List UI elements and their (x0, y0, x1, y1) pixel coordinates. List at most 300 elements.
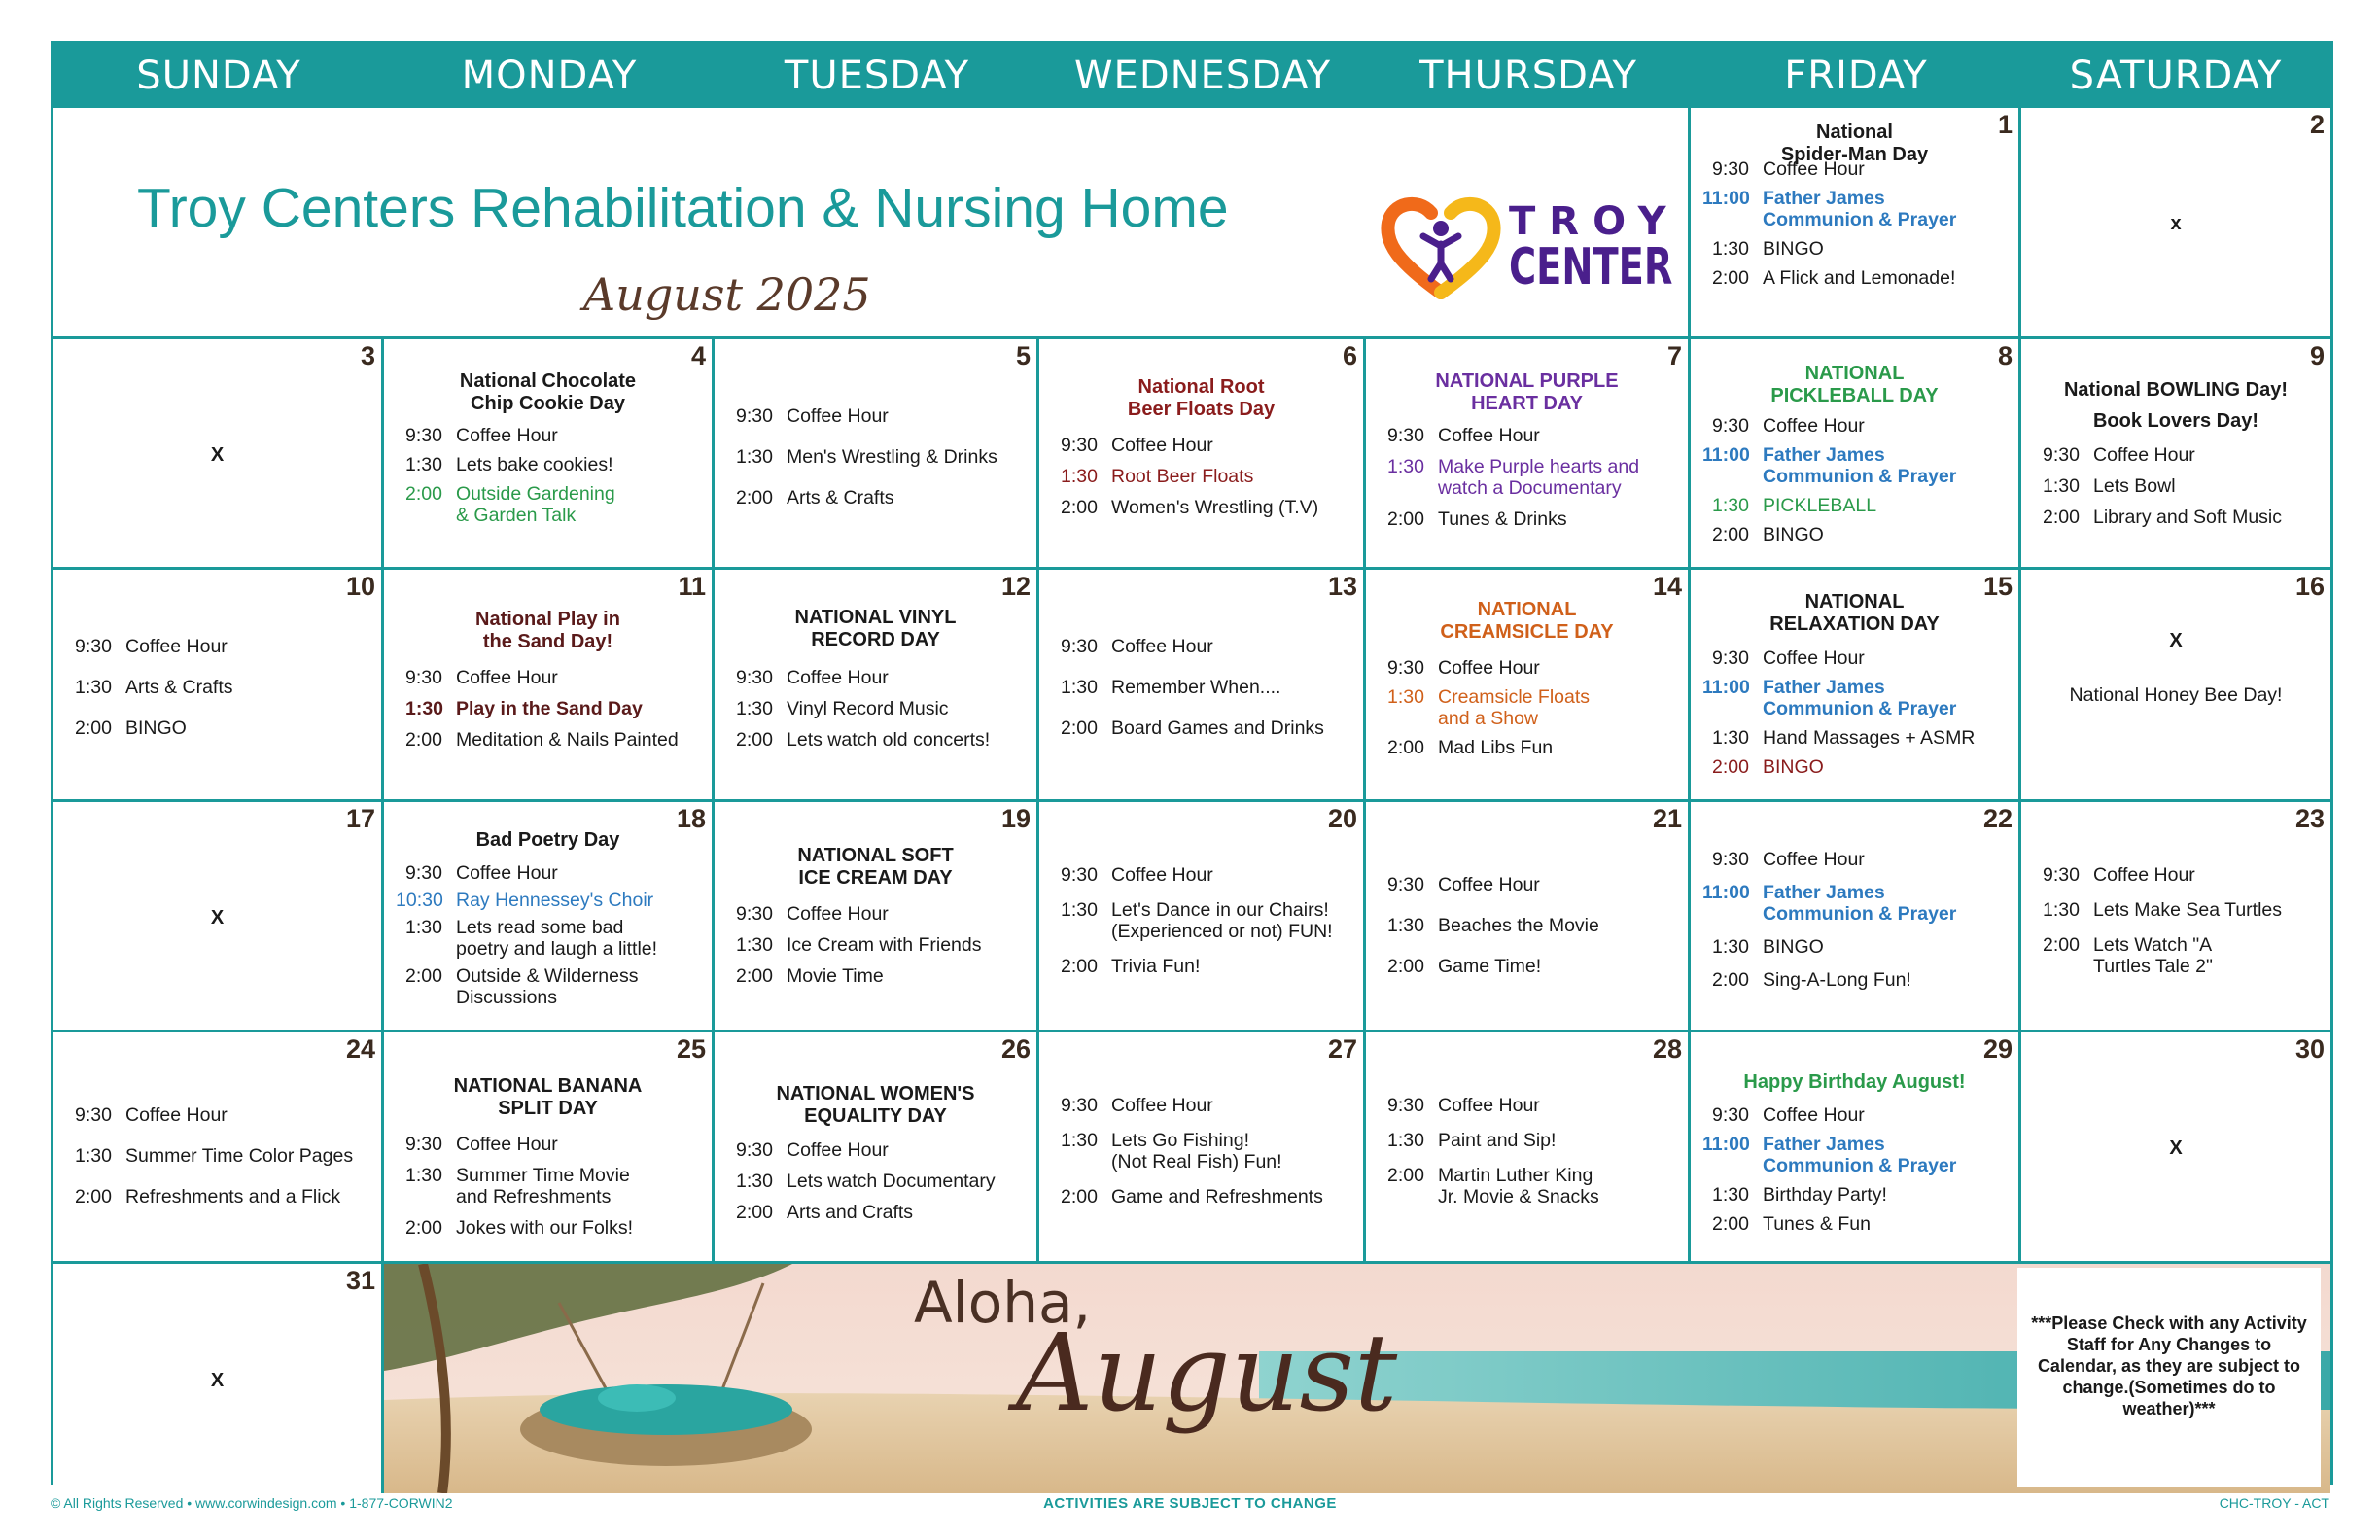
event-description (1763, 1104, 2012, 1126)
event-line: Discussions (456, 987, 558, 1008)
event-item (1061, 1186, 1357, 1208)
event-line: Jokes with our Folks! (456, 1217, 634, 1239)
event-line: Lets Make Sea Turtles (2093, 899, 2283, 921)
event-time: 1:30 (1712, 1184, 1749, 1206)
event-time: 11:00 (1702, 882, 1750, 903)
event-description (2093, 934, 2325, 977)
holiday-line: NATIONAL PURPLE (1435, 370, 1619, 392)
event-line: Hand Massages + ASMR (1763, 727, 1976, 749)
event-line: Coffee Hour (1111, 864, 1213, 886)
holiday-line: PICKLEBALL DAY (1770, 385, 1939, 406)
event-line: Coffee Hour (125, 1104, 228, 1126)
event-item (1702, 882, 2012, 925)
aloha-text: Aloha, (914, 1270, 1092, 1336)
event-time: 1:30 (2043, 899, 2080, 921)
event-description (1763, 882, 2012, 925)
event-list (53, 1104, 381, 1227)
event-time: 1:30 (1712, 238, 1749, 260)
event-description (1763, 158, 2012, 180)
day-cell-28 (1366, 1032, 1691, 1264)
event-description (1438, 737, 1682, 758)
event-description (1763, 849, 2012, 870)
event-description (125, 1145, 375, 1167)
holiday-title (1366, 599, 1688, 644)
day-number: 13 (1327, 572, 1357, 601)
event-line: Lets Bowl (2093, 475, 2176, 497)
day-cell-30 (2021, 1032, 2330, 1264)
event-item (1712, 524, 2012, 545)
event-description (2093, 475, 2325, 497)
event-list (715, 405, 1036, 528)
event-description (1763, 1134, 2012, 1176)
event-item (736, 729, 1031, 751)
event-item (1712, 495, 2012, 516)
event-line: poetry and laugh a little! (456, 938, 658, 960)
event-time: 1:30 (1387, 686, 1424, 708)
day-number: 1 (1997, 110, 2012, 139)
event-time: 1:30 (1712, 936, 1749, 958)
event-item (405, 729, 706, 751)
day-cell-11 (384, 570, 715, 802)
day-number: 29 (1982, 1034, 2012, 1064)
event-line: Movie Time (787, 965, 884, 987)
event-line: Coffee Hour (1763, 158, 1865, 180)
month-title: August 2025 (583, 268, 871, 321)
holiday-title (1691, 1071, 2018, 1094)
event-time: 1:30 (1061, 466, 1098, 487)
event-line: Father James (1763, 444, 1885, 466)
event-description (1111, 956, 1357, 977)
weekday-thursday: THURSDAY (1419, 53, 1637, 98)
event-item (736, 1202, 1031, 1223)
event-time: 9:30 (736, 667, 773, 688)
event-time: 11:00 (1702, 677, 1750, 698)
event-line: Sing-A-Long Fun! (1763, 969, 1911, 991)
event-description (1438, 956, 1682, 977)
day-number: 27 (1327, 1034, 1357, 1064)
event-list (1039, 636, 1363, 758)
day-number: 25 (676, 1034, 706, 1064)
day-cell-10 (53, 570, 384, 802)
change-notice-box: ***Please Check with any Activity Staff for Any Changes to Calendar, as they are subject to change.(Sometimes do to weather)*** (2017, 1268, 2321, 1488)
event-line: Paint and Sip! (1438, 1130, 1557, 1151)
event-line: Coffee Hour (787, 667, 889, 688)
day-number: 9 (2309, 341, 2325, 370)
day-cell-3 (53, 339, 384, 570)
no-activity-mark: x (2170, 213, 2182, 235)
holiday-title (1691, 363, 2018, 407)
event-description (1438, 1095, 1682, 1116)
event-line: Communion & Prayer (1763, 903, 1957, 925)
event-line: Make Purple hearts and (1438, 456, 1640, 477)
event-line: Trivia Fun! (1111, 956, 1201, 977)
event-item (1712, 158, 2012, 180)
event-item (75, 1186, 375, 1208)
event-description (1763, 1184, 2012, 1206)
event-line: Coffee Hour (1438, 657, 1540, 679)
day-cell-4 (384, 339, 715, 570)
event-time: 1:30 (1061, 1130, 1098, 1151)
holiday-line: NATIONAL VINYL (794, 607, 957, 628)
event-item (2043, 444, 2325, 466)
event-line: Tunes & Fun (1763, 1213, 1871, 1235)
event-list (1691, 158, 2018, 297)
event-line: Board Games and Drinks (1111, 718, 1324, 739)
event-line: Mad Libs Fun (1438, 737, 1554, 758)
event-description (1111, 435, 1357, 456)
weekday-friday: FRIDAY (1784, 53, 1928, 98)
title-banner (53, 108, 1691, 339)
event-item (1712, 936, 2012, 958)
day-number: 22 (1982, 804, 2012, 833)
no-activity-mark: X (2169, 1138, 2183, 1160)
event-item (1387, 657, 1682, 679)
event-item (405, 698, 706, 719)
event-time: 1:30 (1387, 1130, 1424, 1151)
event-description (2093, 444, 2325, 466)
holiday-line: National Chocolate (459, 370, 637, 392)
event-line: Coffee Hour (1763, 648, 1865, 669)
event-time: 9:30 (1387, 657, 1424, 679)
day-cell-12 (715, 570, 1039, 802)
event-description (125, 718, 375, 739)
weekday-sunday: SUNDAY (136, 53, 301, 98)
event-description (787, 698, 1031, 719)
event-line: Communion & Prayer (1763, 466, 1957, 487)
event-time: 2:00 (1387, 737, 1424, 758)
event-description (456, 729, 706, 751)
event-time: 9:30 (1061, 864, 1098, 886)
event-time: 2:00 (405, 1217, 442, 1239)
event-line: Coffee Hour (125, 636, 228, 657)
event-item (405, 965, 706, 1008)
holiday-line: Bad Poetry Day (475, 829, 620, 851)
event-time: 1:30 (1387, 915, 1424, 936)
holiday-line: Chip Cookie Day (471, 393, 625, 414)
event-description (1438, 456, 1682, 499)
event-line: Summer Time Movie (456, 1165, 630, 1186)
event-time: 2:00 (1387, 956, 1424, 977)
event-description (456, 965, 706, 1008)
aloha-august-banner (384, 1264, 2330, 1493)
event-item (1387, 874, 1682, 895)
event-line: Coffee Hour (456, 1134, 558, 1155)
event-time: 9:30 (405, 1134, 442, 1155)
event-item (736, 934, 1031, 956)
weekday-saturday: SATURDAY (2069, 53, 2283, 98)
holiday-title (1039, 376, 1363, 421)
event-time: 1:30 (405, 917, 442, 938)
holiday-title (715, 845, 1036, 890)
event-item (736, 446, 1031, 468)
holiday-line: National Root (1138, 376, 1265, 398)
event-description (1763, 267, 2012, 289)
holiday-line: Book Lovers Day! (2092, 410, 2259, 432)
event-time: 1:30 (2043, 475, 2080, 497)
event-item (2043, 899, 2325, 921)
event-description (1763, 756, 2012, 778)
event-time: 1:30 (736, 698, 773, 719)
holiday-line: EQUALITY DAY (804, 1105, 947, 1127)
event-line: Coffee Hour (1763, 849, 1865, 870)
event-line: Play in the Sand Day (456, 698, 643, 719)
event-line: Tunes & Drinks (1438, 508, 1567, 530)
event-time: 9:30 (1712, 849, 1749, 870)
event-item (1061, 1130, 1357, 1172)
day-number: 5 (1015, 341, 1031, 370)
event-line: Arts and Crafts (787, 1202, 914, 1223)
august-script-text: August (1016, 1311, 1398, 1435)
day-number: 8 (1997, 341, 2012, 370)
event-time: 2:00 (1712, 756, 1749, 778)
day-cell-9 (2021, 339, 2330, 570)
day-cell-7 (1366, 339, 1691, 570)
event-item (2043, 864, 2325, 886)
event-time: 1:30 (1061, 677, 1098, 698)
day-cell-19 (715, 802, 1039, 1032)
event-item (1387, 1165, 1682, 1208)
event-line: A Flick and Lemonade! (1763, 267, 1956, 289)
event-item (1712, 727, 2012, 749)
event-item (405, 917, 706, 960)
event-description (456, 1134, 706, 1155)
event-line: Jr. Movie & Snacks (1438, 1186, 1599, 1208)
day-cell-6 (1039, 339, 1366, 570)
day-number: 21 (1652, 804, 1682, 833)
event-line: & Garden Talk (456, 505, 577, 526)
event-item (75, 636, 375, 657)
event-item (1712, 849, 2012, 870)
day-cell-27 (1039, 1032, 1366, 1264)
event-description (1763, 969, 2012, 991)
event-time: 2:00 (2043, 934, 2080, 956)
event-description (1438, 915, 1682, 936)
event-description (1763, 648, 2012, 669)
event-description (1111, 1186, 1357, 1208)
event-item (1702, 1134, 2012, 1176)
event-item (1061, 1095, 1357, 1116)
event-line: Coffee Hour (2093, 444, 2195, 466)
event-item (405, 862, 706, 884)
event-item (1387, 956, 1682, 977)
event-line: Coffee Hour (787, 405, 889, 427)
event-time: 2:00 (405, 483, 442, 505)
event-line: Arts & Crafts (787, 487, 894, 508)
event-item (736, 965, 1031, 987)
weekday-wednesday: WEDNESDAY (1074, 53, 1331, 98)
event-item (1712, 648, 2012, 669)
event-time: 10:30 (396, 890, 443, 911)
event-item (1387, 456, 1682, 499)
holiday-line: National (1816, 122, 1893, 143)
event-line: Coffee Hour (456, 862, 558, 884)
holiday-line: SPLIT DAY (498, 1098, 598, 1119)
event-time: 2:00 (75, 1186, 112, 1208)
event-line: Communion & Prayer (1763, 1155, 1957, 1176)
event-line: Outside & Wilderness (456, 965, 639, 987)
day-number: 30 (2294, 1034, 2325, 1064)
event-time: 1:30 (75, 1145, 112, 1167)
event-time: 1:30 (405, 698, 444, 719)
event-time: 2:00 (405, 965, 442, 987)
event-item (75, 677, 375, 698)
event-description (456, 1165, 706, 1208)
event-time: 9:30 (1712, 158, 1749, 180)
event-description (1111, 718, 1357, 739)
event-line: Refreshments and a Flick (125, 1186, 341, 1208)
event-description (456, 917, 706, 960)
event-line: and Refreshments (456, 1186, 612, 1208)
event-time: 9:30 (736, 405, 773, 427)
day-number: 2 (2309, 110, 2325, 139)
event-item (736, 1171, 1031, 1192)
event-description (787, 965, 1031, 987)
event-time: 1:30 (736, 934, 773, 956)
day-cell-18 (384, 802, 715, 1032)
event-line: Ice Cream with Friends (787, 934, 982, 956)
day-cell-26 (715, 1032, 1039, 1264)
event-list (384, 425, 712, 534)
weekday-tuesday: TUESDAY (784, 53, 970, 98)
event-line: Lets read some bad (456, 917, 624, 938)
event-list (1039, 1095, 1363, 1221)
event-item (405, 483, 706, 526)
event-line: Coffee Hour (456, 667, 558, 688)
event-list (1039, 864, 1363, 991)
event-line: and a Show (1438, 708, 1538, 729)
event-description (1763, 495, 2012, 516)
event-list (53, 636, 381, 758)
event-line: Lets Watch "A (2093, 934, 2213, 956)
event-item (1061, 466, 1357, 487)
event-line: Men's Wrestling & Drinks (787, 446, 998, 468)
holiday-title (715, 607, 1036, 651)
day-number: 3 (360, 341, 375, 370)
event-time: 1:30 (405, 1165, 442, 1186)
day-cell-5 (715, 339, 1039, 570)
event-line: Beaches the Movie (1438, 915, 1599, 936)
event-time: 11:00 (1702, 188, 1750, 209)
holiday-line: ICE CREAM DAY (798, 867, 953, 889)
event-description (456, 454, 706, 475)
event-item (1061, 956, 1357, 977)
event-line: BINGO (1763, 756, 1824, 778)
event-time: 2:00 (405, 729, 442, 751)
event-time: 9:30 (1061, 636, 1098, 657)
event-description (1763, 444, 2012, 487)
event-time: 2:00 (736, 487, 773, 508)
event-line: Coffee Hour (1438, 1095, 1540, 1116)
day-number: 20 (1327, 804, 1357, 833)
event-description (1438, 508, 1682, 530)
heart-person-icon (1381, 193, 1507, 300)
event-time: 1:30 (1712, 727, 1749, 749)
event-item (1712, 238, 2012, 260)
event-time: 9:30 (736, 1139, 773, 1161)
event-line: Arts & Crafts (125, 677, 233, 698)
day-cell-24 (53, 1032, 384, 1264)
event-line: BINGO (1763, 238, 1824, 260)
event-list (1366, 874, 1688, 997)
event-item (1702, 444, 2012, 487)
event-description (1763, 415, 2012, 437)
event-description (1438, 1130, 1682, 1151)
event-list (1691, 415, 2018, 553)
event-line: Coffee Hour (2093, 864, 2195, 886)
event-item (75, 1104, 375, 1126)
event-line: Turtles Tale 2" (2093, 956, 2213, 977)
event-description (2093, 507, 2325, 528)
event-line: (Not Real Fish) Fun! (1111, 1151, 1282, 1172)
day-cell-1 (1691, 108, 2021, 339)
event-list (715, 1139, 1036, 1233)
event-item (405, 1134, 706, 1155)
event-time: 2:00 (736, 729, 773, 751)
event-description (125, 677, 375, 698)
event-time: 9:30 (405, 862, 442, 884)
event-time: 9:30 (1061, 1095, 1098, 1116)
event-item (1702, 677, 2012, 719)
event-line: Communion & Prayer (1763, 698, 1957, 719)
day-number: 18 (676, 804, 706, 833)
day-number: 17 (345, 804, 375, 833)
event-item (736, 487, 1031, 508)
event-description (787, 446, 1031, 468)
holiday-line: NATIONAL SOFT (797, 845, 954, 866)
event-item (1712, 415, 2012, 437)
event-line: Coffee Hour (1763, 415, 1865, 437)
day-note: National Honey Bee Day! (2069, 684, 2283, 706)
event-time: 2:00 (1387, 508, 1424, 530)
holiday-line: HEART DAY (1471, 393, 1583, 414)
event-item (405, 667, 706, 688)
event-item (1061, 435, 1357, 456)
event-item (396, 890, 706, 911)
event-list (1691, 648, 2018, 786)
event-line: Library and Soft Music (2093, 507, 2283, 528)
event-item (736, 698, 1031, 719)
event-time: 9:30 (1387, 425, 1424, 446)
holiday-line: National BOWLING Day! (2063, 379, 2288, 401)
event-line: Women's Wrestling (T.V) (1111, 497, 1319, 518)
day-number: 16 (2294, 572, 2325, 601)
event-time: 9:30 (2043, 864, 2080, 886)
event-line: Root Beer Floats (1111, 466, 1254, 487)
event-line: BINGO (125, 718, 187, 739)
event-line: Father James (1763, 882, 1885, 903)
day-cell-17 (53, 802, 384, 1032)
event-time: 9:30 (1061, 435, 1098, 456)
event-list (1039, 435, 1363, 528)
event-list (1366, 1095, 1688, 1221)
day-number: 28 (1652, 1034, 1682, 1064)
day-cell-2 (2021, 108, 2330, 339)
event-line: Coffee Hour (1111, 636, 1213, 657)
day-number: 11 (678, 572, 706, 601)
event-time: 2:00 (1061, 1186, 1098, 1208)
calendar (51, 41, 2333, 1485)
event-list (384, 667, 712, 760)
day-cell-20 (1039, 802, 1366, 1032)
no-activity-mark: X (210, 906, 225, 928)
event-item (736, 405, 1031, 427)
event-description (456, 698, 706, 719)
footer-copyright: © All Rights Reserved • www.corwindesign.com • 1-877-CORWIN2 (51, 1495, 453, 1511)
event-list (1366, 425, 1688, 540)
event-item (405, 454, 706, 475)
event-line: Father James (1763, 188, 1885, 209)
event-item (1712, 267, 2012, 289)
